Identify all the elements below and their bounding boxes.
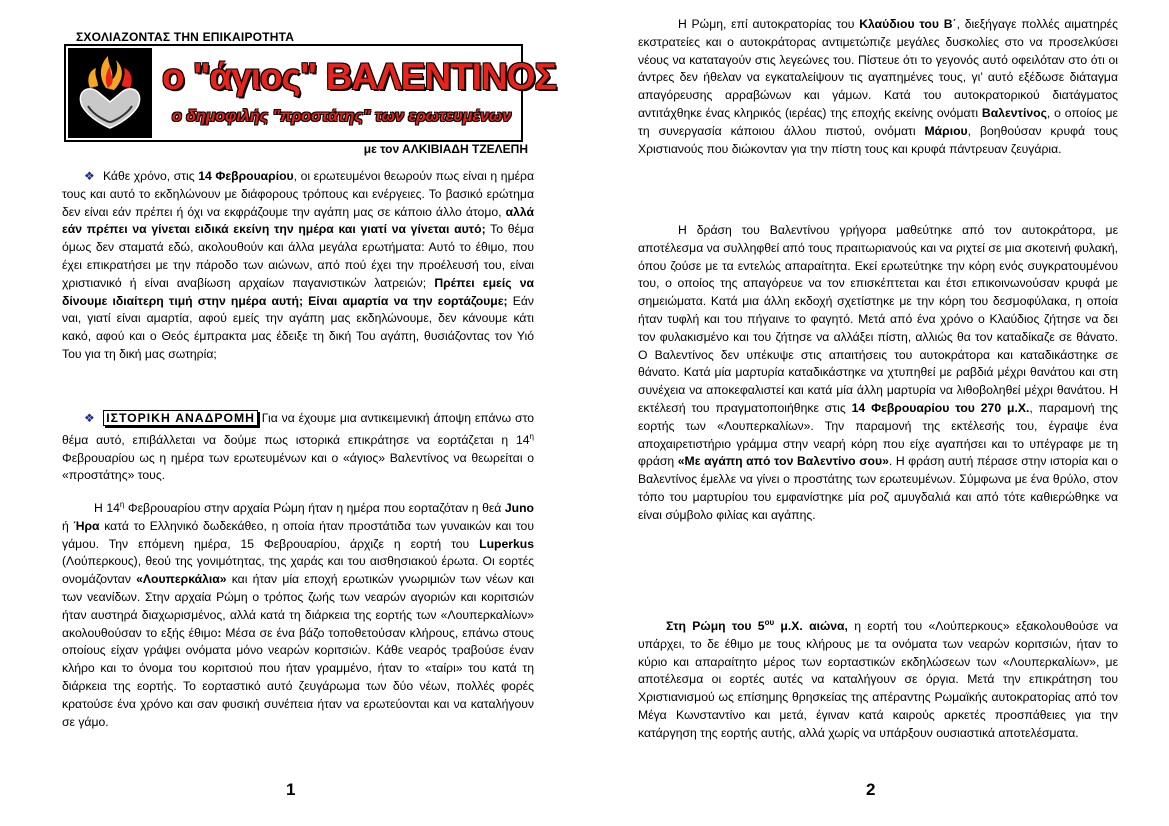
superscript: η [529,431,534,441]
text-run-bold: Ήρα [73,518,100,533]
section-kicker: ΣΧΟΛΙΑΖΟΝΤΑΣ ΤΗΝ ΕΠΙΚΑΙΡΟΤΗΤΑ [76,30,295,44]
text-run-bold: αλλά εάν πρέπει να γίνεται ειδικά εκείνη την ημέρα και γιατί να γίνεται αυτό; [62,204,534,237]
page-number: 1 [286,780,296,799]
text-run: ή [62,518,74,533]
text-run-bold: Luperkus [479,536,534,551]
text-run: Η Ρώμη, επί αυτοκρατορίας του [678,17,860,31]
article-subtitle: ο δημοφιλής "προστάτης" των ερωτευμένων [172,108,512,125]
page1-paragraph-2 [62,410,534,485]
text-run: Η δράση του Βαλεντίνου γρήγορα μαθεύτηκε από τον αυτοκράτορα, με αποτέλεσμα να συλληφθεί από τους πραιτωριανούς και να ριχτεί σε μια σκοτεινή φυλακή, όπου ζούσε με τα εντελώς απαραίτητα. Εκεί ερωτεύτηκε την κόρη ενός συγκρατουμένου του, ο οποίος της απαγόρευε να τον επισκέπτεται και έτσι επικοινωνούσαν κρυφά με σημειώματα. Κατά μια άλλη εκδοχή σχετίστηκε με την κόρη του δεσμοφύλακα, η οποία ήταν τυφλή και του πήγαινε το φαγητό. Μετά από ένα χρόνο ο Κλαύδιος ζήτησε να δει τον φυλακισμένο και του ζήτησε να αλλάξει πίστη, αλλιώς θα τον καταδίκαζε σε θάνατο. Ο Βαλεντίνος δεν υπέκυψε στις απαιτήσεις του αυτοκράτορα και καταδικάστηκε σε θάνατο. Κατά μία μαρτυρία καταδικάστηκε να χτυπηθεί με ραβδιά μέχρι θανάτου και στη συνέχεια να αποκεφαλιστεί και κατά μία άλλη μαρτυρία να λιθοβοληθεί μέχρι θανάτου. Η εκτέλεσή του πραγματοποιήθηκε στις [638,223,1118,415]
text-run-bold: Πρέπει εμείς να δίνουμε ιδιαίτερη τιμή στην ημέρα αυτή; [62,275,534,308]
text-run-bold: Μάριου [924,123,968,138]
diamond-bullet-icon: ❖ [84,169,95,183]
page2-paragraph-1 [638,16,1118,158]
text-run: Φεβρουαρίου στην αρχαία Ρώμη ήταν η ημέρα που εορταζόταν η θεά [124,501,505,516]
text-run: , οι ερωτευμένοι θεωρούν πως είναι η ημέρα τους και αυτό το εκδηλώνουν με διάφορους τρόπους και ενέργειες. Το βασικό ερώτημα δεν είναι εάν πρέπει ή όχι να εκφράζουμε την αγάπη μας σε κάποιο άλλο άτομο, [62,169,535,219]
text-run-bold: «Με αγάπη από τον Βαλεντίνο σου» [677,454,889,469]
text-run: , ο οποίος με τη συνεργασία κάποιου άλλου πιστού, ονόματι [638,105,1118,138]
page2-paragraph-3 [638,614,1118,743]
article-title: ο "άγιος" ΒΑΛΕΝΤΙΝΟΣ [162,56,556,97]
section-heading: ΙΣΤΟΡΙΚΗ ΑΝΑΔΡΟΜΗ [103,410,258,426]
text-run-bold: Είναι αμαρτία να την εορτάζουμε; [303,293,508,308]
text-run-bold: Κλαύδιου του Β΄ [859,17,957,31]
byline: με τον ΑΛΚΙΒΙΑΔΗ ΤΖΕΛΕΠΗ [363,142,528,156]
page2-paragraph-2 [638,222,1118,525]
text-run-bold: : [217,625,222,640]
diamond-bullet-icon: ❖ [84,411,96,425]
superscript: η [119,500,125,509]
text-run: , βοηθούσαν κρυφά τους Χριστιανούς που διώκονταν για την πίστη τους και κρυφά πάντρευαν ζευγάρια. [638,123,1119,156]
page1-paragraph-3 [62,496,534,731]
text-run: (Λούπερκους), θεού της γονιμότητας, της χαράς και του αισθησιακού έρωτα. Οι εορτές ονομάζονταν [62,554,534,587]
page1-paragraph-1 [62,168,534,364]
text-run-bold: μ.Χ. αιώνα, [774,619,848,634]
text-run: η εορτή του «Λούπερκους» εξακολουθούσε να υπάρχει, το δε έθιμο με τους κλήρους με τα ονόματα των νεαρών κοριτσιών, ήταν το κύριο και απαραίτητο μέρος των εορταστικών εκδηλώσεων των «Λουπερκαλίων», με αποτέλεσμα οι εορτές αυτές να καταλήγουν σε όργια. Μετά την επικράτηση του Χριστιανισμού ως επίσημης θρησκείας της απέραντης Ρωμαϊκής αυτοκρατορίας από τον Μέγα Κωνσταντίνο και μετά, έγιναν κατά καιρούς αρκετές προσπάθειες για την κατάργηση της εορτής αυτής, αλλά χωρίς να υπάρξουν ουσιαστικά αποτελέσματα. [638,619,1118,740]
heart-logo-icon [68,48,152,138]
text-run: , διεξήγαγε πολλές αιματηρές εκστρατείες και ο αυτοκράτορας αντιμετώπιζε μεγάλες δυσκολίες στο να προσελκύσει νέους να καταταγούν στις λεγεώνες του. Πίστευε ότι το γεγονός αυτό οφειλόταν στο ότι οι άντρες δεν ήθελαν να εγκαταλείψουν τις αγαπημένες τους, γι’ αυτό εξέδωσε διάταγμα απαγόρευσης αρραβώνων και γάμων. Κατά του αυτοκρατορικού διατάγματος αντιτάχθηκε ένας κληρικός (ιερέας) της εποχής εκείνης ονόματι [638,17,1118,120]
text-run: Εάν ναι, γιατί είναι αμαρτία, αφού εμείς την αγάπη μας εκδηλώνουμε, δεν κάνουμε κάτι κακό, αφού και ο Θεός έμπρακτα μας έδειξε τη δική Του αγάπη, θυσιάζοντας τον Υιό Του για τη δική μας σωτηρία; [62,293,534,361]
text-run: , παραμονή της εορτής των «Λουπερκαλίων». Την παραμονή της εκτέλεσής του, έγραψε ένα αποχαιρετιστήριο γράμμα στην νεαρή κόρη που είχε αγαπήσει και το υπέγραφε με τη φράση [638,400,1118,469]
text-run-bold: 14 Φεβρουαρίου [198,169,294,183]
title-banner [64,44,556,142]
text-run-bold: 14 Φεβρουαρίου του 270 μ.Χ. [851,400,1030,415]
text-run: Φεβρουαρίου ως η ημέρα των ερωτευμένων και ο «άγιος» Βαλεντίνος να θεωρείται ο «προστάτης» τους. [62,450,534,483]
text-run: και ήταν μία εποχή ερωτικών γνωριμιών των νέων και των νεανίδων. Στην αρχαία Ρώμη ο τρόπος ζωής των νεαρών αγοριών και κοριτσιών ήταν αυστηρά διαχωρισμένος, αλλά κατά τη διάρκεια της εορτής των «Λουπερκαλίων» ακολουθούσαν το εξής έθιμο [62,572,534,640]
text-run: Η 14 [94,501,120,516]
text-run: Το θέμα όμως δεν σταματά εδώ, ακολουθούν και άλλα μεγάλα ερωτήματα: Αυτό το έθιμο, που έχει επικρατήσει με την πάροδο των αιώνων, από πού έχει την προέλευσή του, είναι χριστιανικό ή είναι αναβίωση αρχαίων παγανιστικών λατρειών; [62,222,534,290]
text-run: Για να έχουμε μια αντικειμενική άποψη επάνω στο θέμα αυτό, επιβάλλεται να δούμε πως ιστορικά επικράτησε να εορτάζεται η 14 [62,411,534,447]
text-run-bold: Βαλεντίνος [981,105,1047,120]
text-run: κατά το Ελληνικό δωδεκάθεο, η οποία ήταν προστάτιδα των γυναικών και του γάμου. Την επόμενη ημέρα, 15 Φεβρουαρίου, άρχιζε η εορτή του [62,518,534,551]
text-run: Κάθε χρόνο, στις [102,169,199,183]
text-run-bold: Juno [504,501,534,516]
text-run: Μέσα σε ένα βάζο τοποθετούσαν κλήρους, επάνω στους οποίους είχαν γράψει ονόματα μόνο νεαρών κοριτσιών. Κάθε νεαρός τραβούσε έναν κλήρο και το όνομα του κοριτσιού που ήταν γραμμένο, ήταν το «ταίρι» του κατά τη διάρκεια της εορτής. Το εορταστικό αυτό ζευγάρωμα των δύο νέων, πολλές φορές κρατούσε ένα χρόνο και σαν φυσική συνέπεια ήταν να ερωτεύονται και να καταλήγουν σε γάμο. [62,625,534,729]
superscript: ου [764,618,775,627]
text-run: . Η φράση αυτή πέρασε στην ιστορία και ο Βαλεντίνος έμελλε να γίνει ο προστάτης των ερωτευμένων. Σύμφωνα με ένα θρύλο, στον τόπο του μαρτυρίου του εμφανίστηκε μία ροζ αμυγδαλιά και από τότε καθιερώθηκε να είναι σύμβολο φιλίας και αγάπης. [638,454,1118,522]
page-number: 2 [866,780,876,799]
text-run-bold: «Λουπερκάλια» [136,572,227,587]
text-run-bold: Στη Ρώμη του 5 [666,619,765,634]
